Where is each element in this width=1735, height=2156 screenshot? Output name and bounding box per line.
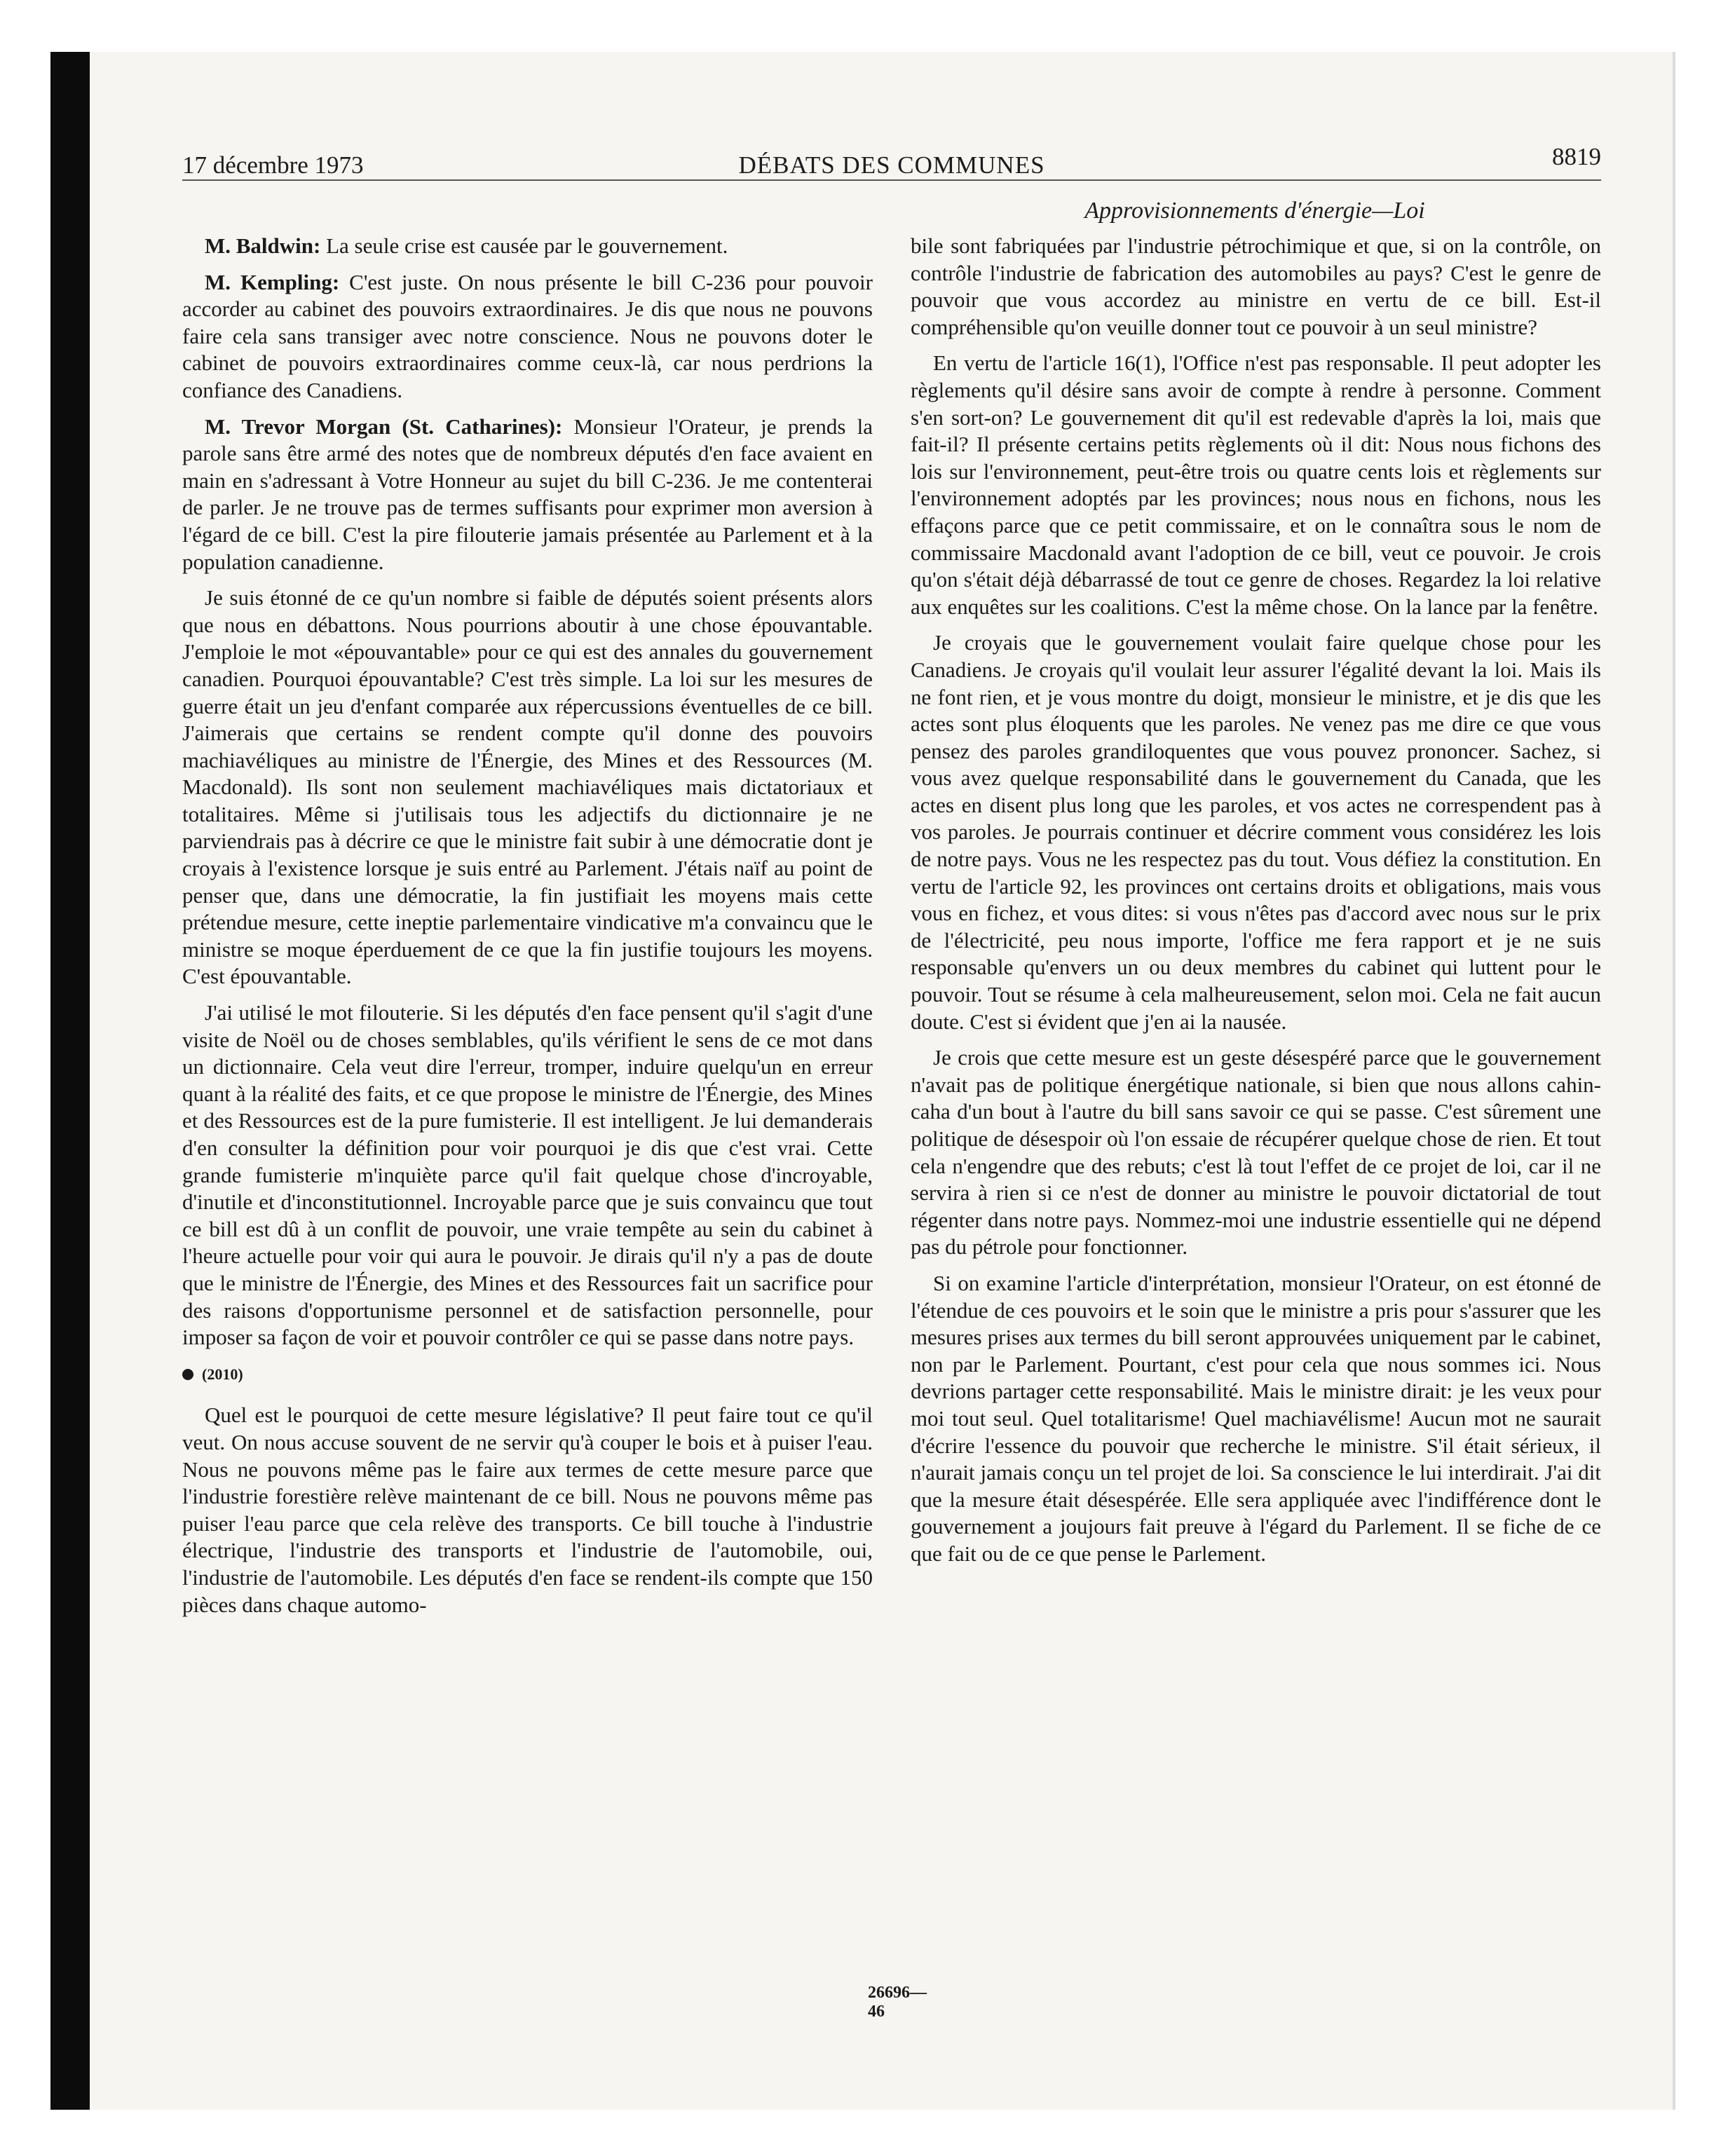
- left-column: [182, 233, 873, 1628]
- paragraph: [182, 233, 873, 260]
- right-column: [911, 233, 1601, 1577]
- paragraph: Je croyais que le gouvernement voulait faire quelque chose pour les Canadiens. Je croyais qu'il voulait leur assurer l'égalité devant la loi. Mais ils ne font rien, et je vous montre du doigt, monsieur le ministre, et je dis que les actes sont plus éloquents que les paroles. Ne venez pas me dire ce que vous pensez des paroles grandiloquentes que vous pouvez prononcer. Sachez, si vous avez quelque responsabilité dans le gouvernement du Canada, que les actes en disent plus long que les paroles, et vos actes ne correspendent pas à vos paroles. Je pourrais continuer et décrire comment vous considérez les lois de notre pays. Vous ne les respectez pas du tout. Vous défiez la constitution. En vertu de l'article 92, les provinces ont certains droits et obligations, mais vous vous en fichez, et vous dites: si vous n'êtes pas d'accord avec nous sur le prix de l'électricité, peu nous importe, l'office me fera rapport et je ne suis responsable qu'envers un ou deux membres du cabinet qui luttent pour le pouvoir. Tout se résume à cela malheureusement, selon moi. Cela ne fait aucun doute. C'est si évident que j'en ai la nausée.: [911, 630, 1601, 1034]
- speech-text: La seule crise est causée par le gouvernement.: [320, 233, 728, 258]
- header-rule: [182, 179, 1601, 181]
- paragraph: [182, 414, 873, 576]
- bullet-icon: [182, 1369, 193, 1380]
- paragraph: bile sont fabriquées par l'industrie pétrochimique et que, si on la contrôle, on contrôle l'industrie de fabrication des automobiles au pays? C'est le genre de pouvoir que vous accordez au ministre en vertu de ce bill. Est-il compréhensible qu'on veuille donner tout ce pouvoir à un seul ministre?: [911, 233, 1601, 339]
- speaker-name: M. Trevor Morgan (St. Catharines):: [205, 414, 563, 439]
- timestamp-marker: [182, 1361, 873, 1389]
- paragraph: J'ai utilisé le mot filouterie. Si les députés d'en face pensent qu'il s'agit d'une visite de Noël ou de choses semblables, qu'ils vérifient le sens de ce mot dans un dictionnaire. Cela veut dire l'erreur, tromper, induire quelqu'un en erreur quant à la réalité des faits, et ce que propose le ministre de l'Énergie, des Mines et des Ressources est de la pure fumisterie. Il est intelligent. Je lui demanderais d'en consulter la définition pour voir pourquoi je dis que c'est vrai. Cette grande fumisterie m'inquiète parce qu'il fait quelque chose d'incroyable, d'inutile et d'inconstitutionnel. Incroyable parce que je suis convaincu que tout ce bill est dû à un conflit de pouvoir, une vraie tempête au sein du cabinet à l'heure actuelle pour voir qui aura le pouvoir. Je dirais qu'il n'y a pas de doute que le ministre de l'Énergie, des Mines et des Ressources fait un sacrifice pour des raisons d'opportunisme personnel et de satisfaction personnelle, pour imposer sa façon de voir et pouvoir contrôler ce qui se passe dans notre pays.: [182, 1000, 873, 1350]
- paragraph: En vertu de l'article 16(1), l'Office n'est pas responsable. Il peut adopter les règlements qu'il désire sans avoir de compte à rendre à personne. Comment s'en sort-on? Le gouvernement dit qu'il est redevable d'après la loi, mais que fait-il? Il présente certains petits règlements où il dit: Nous nous fichons des lois sur l'environnement, peut-être trois ou quatre cents lois et règlements sur l'environnement adoptés par les provinces; nous nous en fichons, nous les effaçons parce que ce petit commissaire, et on le connaîtra sous le nom de commissaire Macdonald avant l'adoption de ce bill, veut ce pouvoir. Je crois qu'on s'était déjà débarrassé de tout ce genre de choses. Regardez la loi relative aux enquêtes sur les coalitions. C'est la même chose. On la lance par la fenêtre.: [911, 350, 1601, 619]
- paragraph: Je suis étonné de ce qu'un nombre si faible de députés soient présents alors que nous en débattons. Nous pourrions aboutir à une chose épouvantable. J'emploie le mot «épouvantable» pour ce qui est des annales du gouvernement canadien. Pourquoi épouvantable? C'est très simple. La loi sur les mesures de guerre était un jeu d'enfant comparée aux répercussions éventuelles de ce bill. J'aimerais que certains se rendent compte qu'il donne des pouvoirs machiavéliques au ministre de l'Énergie, des Mines et des Ressources (M. Macdonald). Ils sont non seulement machiavéliques mais dictatoriaux et totalitaires. Même si j'utilisais tous les adjectifs du dictionnaire je ne parviendrais pas à décrire ce que le ministre fait subir à une démocratie dont je croyais à l'existence lorsque je suis entré au Parlement. J'étais naïf au point de penser que, dans une démocratie, la fin justifiait les moyens mais cette prétendue mesure, cette ineptie parlementaire vindicative m'a convaincu que le ministre se moque éperduement de ce que la fin justifie toujours les moyens. C'est épouvantable.: [182, 585, 873, 989]
- speaker-name: M. Baldwin:: [205, 233, 321, 258]
- paragraph: Quel est le pourquoi de cette mesure législative? Il peut faire tout ce qu'il veut. On nous accuse souvent de ne servir qu'à couper le bois et à puiser l'eau. Nous ne pouvons même pas le faire aux termes de cette mesure parce que l'industrie forestière relève maintenant de ce bill. Nous ne pouvons même pas puiser l'eau parce que cela relève des transports. Ce bill touche à l'industrie électrique, l'industrie des transports et l'industrie de l'automobile, oui, l'industrie de l'automobile. Les députés d'en face se rendent-ils compte que 150 pièces dans chaque automo-: [182, 1403, 873, 1617]
- header-date: 17 décembre 1973: [182, 151, 364, 179]
- speech-text: Monsieur l'Orateur, je prends la parole sans être armé des notes que de nombreux députés d'en face avaient en main en s'adressant à Votre Honneur au sujet du bill C-236. Je me contenterai de parler. Je ne trouve pas de termes suffisants pour exprimer mon aversion à l'égard de ce bill. C'est la pire filouterie jamais présentée au Parlement et à la population canadienne.: [182, 414, 873, 574]
- footer-signature: 26696—46: [868, 1984, 927, 2021]
- timestamp-label: (2010): [202, 1365, 243, 1383]
- speech-text: C'est juste. On nous présente le bill C-236 pour pouvoir accorder au cabinet des pouvoirs extraordinaires. Je dis que nous ne pouvons faire cela sans transiger avec notre conscience. Nous ne pouvons doter le cabinet de pouvoirs extraordinaires comme ceux-là, car nous perdrions la confiance des Canadiens.: [182, 269, 873, 402]
- scan-edge-left: [50, 52, 90, 2110]
- header-title: DÉBATS DES COMMUNES: [738, 151, 1045, 179]
- paragraph: [182, 269, 873, 404]
- running-head: Approvisionnements d'énergie—Loi: [1084, 198, 1425, 224]
- paragraph: Je crois que cette mesure est un geste désespéré parce que le gouvernement n'avait pas de politique énergétique nationale, si bien que nous allons cahin-caha d'un bout à l'autre du bill sans savoir ce qui se passe. C'est sûrement une politique de désespoir où l'on essaie de récupérer quelque chose de rien. Et tout cela n'engendre que des rebuts; c'est là tout l'effet de ce projet de loi, car il ne servira à rien si ce n'est de donner au ministre le pouvoir dictatorial de tout régenter dans notre pays. Nommez-moi une industrie essentielle qui ne dépend pas du pétrole pour fonctionner.: [911, 1045, 1601, 1260]
- speaker-name: M. Kempling:: [205, 269, 340, 294]
- page-header: [182, 143, 1601, 182]
- header-page-number: 8819: [1552, 143, 1601, 170]
- scan-edge-right: [1673, 52, 1675, 2110]
- paragraph: Si on examine l'article d'interprétation, monsieur l'Orateur, on est étonné de l'étendue de ces pouvoirs et le soin que le ministre a pris pour s'assurer que les mesures prises aux termes du bill seront approuvées uniquement par le cabinet, non par le Parlement. Pourtant, c'est pour cela que nous sommes ici. Nous devrions partager cette responsabilité. Mais le ministre dirait: je les veux pour moi tout seul. Quel totalitarisme! Quel machiavélisme! Aucun mot ne saurait d'écrire l'essence du pouvoir que recherche le ministre. S'il était sérieux, il n'aurait jamais conçu un tel projet de loi. Sa conscience le lui interdirait. J'ai dit que la mesure était désespérée. Elle sera appliquée avec l'indifférence dont le gouvernement a joujours fait preuve à l'égard du Parlement. Il se fiche de ce que fait ou de ce que pense le Parlement.: [911, 1270, 1601, 1566]
